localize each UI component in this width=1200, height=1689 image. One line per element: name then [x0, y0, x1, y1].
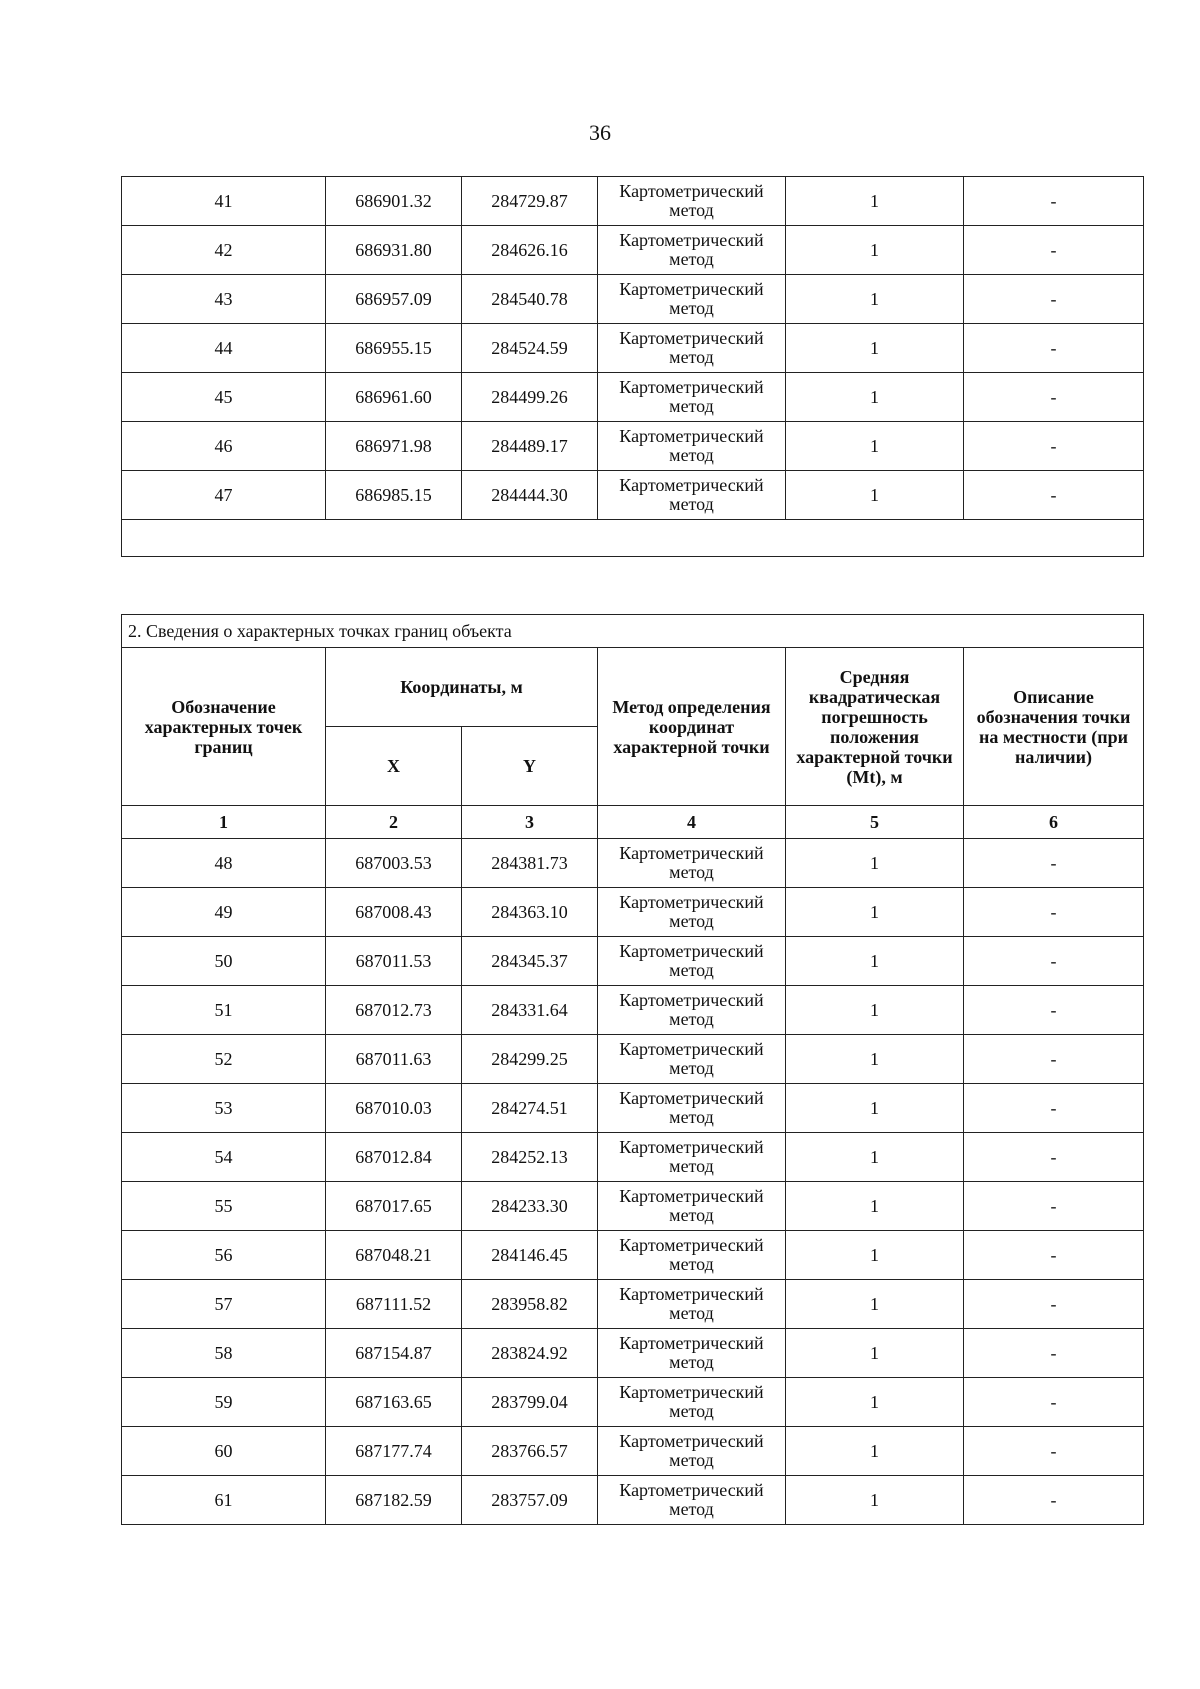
- point-cell: 50: [122, 937, 326, 986]
- method-cell: [598, 986, 786, 1035]
- x-cell: 687008.43: [326, 888, 462, 937]
- method-line-2: метод: [669, 1107, 714, 1127]
- method-cell: [598, 1084, 786, 1133]
- point-cell: 41: [122, 177, 326, 226]
- method-cell: [598, 1231, 786, 1280]
- method-line-1: Картометрический: [619, 1186, 764, 1206]
- method-line-2: метод: [669, 1156, 714, 1176]
- y-cell: 284444.30: [462, 471, 598, 520]
- header-y: Y: [462, 727, 598, 806]
- y-cell: 283958.82: [462, 1280, 598, 1329]
- table-row: [122, 1329, 1144, 1378]
- empty-row: [122, 520, 1144, 557]
- description-cell: -: [964, 1084, 1144, 1133]
- mt-cell: 1: [786, 937, 964, 986]
- header-row-1: [122, 648, 1144, 727]
- method-line-1: Картометрический: [619, 181, 764, 201]
- y-cell: 284499.26: [462, 373, 598, 422]
- column-number-6: 6: [964, 806, 1144, 839]
- y-cell: 283799.04: [462, 1378, 598, 1427]
- method-line-2: метод: [669, 1499, 714, 1519]
- method-cell: [598, 471, 786, 520]
- method-line-2: метод: [669, 1450, 714, 1470]
- x-cell: 686901.32: [326, 177, 462, 226]
- x-cell: 687177.74: [326, 1427, 462, 1476]
- method-line-2: метод: [669, 347, 714, 367]
- method-cell: [598, 839, 786, 888]
- point-cell: 49: [122, 888, 326, 937]
- method-line-2: метод: [669, 396, 714, 416]
- page-number: 36: [589, 120, 611, 145]
- description-cell: -: [964, 937, 1144, 986]
- mt-cell: 1: [786, 1231, 964, 1280]
- mt-cell: 1: [786, 1476, 964, 1525]
- y-cell: 284252.13: [462, 1133, 598, 1182]
- points-table-continued: [121, 176, 1144, 557]
- method-line-2: метод: [669, 1254, 714, 1274]
- y-cell: 284299.25: [462, 1035, 598, 1084]
- x-cell: 686971.98: [326, 422, 462, 471]
- method-line-2: метод: [669, 1009, 714, 1029]
- method-line-1: Картометрический: [619, 1480, 764, 1500]
- points-table: [121, 614, 1144, 1525]
- description-cell: -: [964, 1133, 1144, 1182]
- method-cell: [598, 1280, 786, 1329]
- point-cell: 54: [122, 1133, 326, 1182]
- mt-cell: 1: [786, 1427, 964, 1476]
- method-line-2: метод: [669, 494, 714, 514]
- method-cell: [598, 275, 786, 324]
- y-cell: 284363.10: [462, 888, 598, 937]
- column-number-5: 5: [786, 806, 964, 839]
- x-cell: 686961.60: [326, 373, 462, 422]
- method-cell: [598, 373, 786, 422]
- description-cell: -: [964, 1329, 1144, 1378]
- point-cell: 58: [122, 1329, 326, 1378]
- point-cell: 51: [122, 986, 326, 1035]
- description-cell: -: [964, 177, 1144, 226]
- description-cell: -: [964, 986, 1144, 1035]
- mt-cell: 1: [786, 422, 964, 471]
- description-cell: -: [964, 1378, 1144, 1427]
- mt-cell: 1: [786, 839, 964, 888]
- method-line-2: метод: [669, 1303, 714, 1323]
- method-line-2: метод: [669, 1058, 714, 1078]
- method-cell: [598, 888, 786, 937]
- y-cell: 284729.87: [462, 177, 598, 226]
- x-cell: 686957.09: [326, 275, 462, 324]
- y-cell: 284233.30: [462, 1182, 598, 1231]
- method-line-1: Картометрический: [619, 230, 764, 250]
- method-line-2: метод: [669, 200, 714, 220]
- table-row: [122, 839, 1144, 888]
- table-row: [122, 1182, 1144, 1231]
- y-cell: 284146.45: [462, 1231, 598, 1280]
- table-row: [122, 1133, 1144, 1182]
- point-cell: 61: [122, 1476, 326, 1525]
- method-cell: [598, 1427, 786, 1476]
- mt-cell: 1: [786, 324, 964, 373]
- description-cell: -: [964, 471, 1144, 520]
- method-line-1: Картометрический: [619, 1284, 764, 1304]
- column-numbers-row: [122, 806, 1144, 839]
- table-row: [122, 888, 1144, 937]
- table-row: [122, 937, 1144, 986]
- table-row: [122, 324, 1144, 373]
- section-title: 2. Сведения о характерных точках границ объекта: [122, 615, 1144, 648]
- points-table-header: [122, 615, 1144, 839]
- method-cell: [598, 1329, 786, 1378]
- y-cell: 283824.92: [462, 1329, 598, 1378]
- point-cell: 59: [122, 1378, 326, 1427]
- mt-cell: 1: [786, 226, 964, 275]
- x-cell: 687111.52: [326, 1280, 462, 1329]
- y-cell: 284381.73: [462, 839, 598, 888]
- method-line-1: Картометрический: [619, 990, 764, 1010]
- header-x: X: [326, 727, 462, 806]
- point-cell: 45: [122, 373, 326, 422]
- point-cell: 52: [122, 1035, 326, 1084]
- description-cell: -: [964, 1231, 1144, 1280]
- column-number-2: 2: [326, 806, 462, 839]
- point-cell: 43: [122, 275, 326, 324]
- description-cell: -: [964, 1035, 1144, 1084]
- point-cell: 48: [122, 839, 326, 888]
- point-cell: 46: [122, 422, 326, 471]
- point-cell: 53: [122, 1084, 326, 1133]
- mt-cell: 1: [786, 888, 964, 937]
- method-cell: [598, 937, 786, 986]
- method-cell: [598, 1035, 786, 1084]
- method-line-1: Картометрический: [619, 279, 764, 299]
- column-number-4: 4: [598, 806, 786, 839]
- point-cell: 55: [122, 1182, 326, 1231]
- method-line-1: Картометрический: [619, 1039, 764, 1059]
- table-row: [122, 275, 1144, 324]
- method-cell: [598, 422, 786, 471]
- y-cell: 284274.51: [462, 1084, 598, 1133]
- method-line-1: Картометрический: [619, 1382, 764, 1402]
- y-cell: 283766.57: [462, 1427, 598, 1476]
- y-cell: 284489.17: [462, 422, 598, 471]
- method-cell: [598, 177, 786, 226]
- header-accuracy: Средняя квадратическая погрешность положения характерной точки (Mt), м: [786, 648, 964, 806]
- mt-cell: 1: [786, 1084, 964, 1133]
- x-cell: 687011.63: [326, 1035, 462, 1084]
- x-cell: 687017.65: [326, 1182, 462, 1231]
- point-cell: 57: [122, 1280, 326, 1329]
- mt-cell: 1: [786, 1035, 964, 1084]
- method-cell: [598, 226, 786, 275]
- method-line-1: Картометрический: [619, 1088, 764, 1108]
- description-cell: -: [964, 1427, 1144, 1476]
- description-cell: -: [964, 839, 1144, 888]
- y-cell: 284540.78: [462, 275, 598, 324]
- description-cell: -: [964, 1182, 1144, 1231]
- method-line-2: метод: [669, 249, 714, 269]
- y-cell: 284626.16: [462, 226, 598, 275]
- section-title-row: [122, 615, 1144, 648]
- x-cell: 686985.15: [326, 471, 462, 520]
- method-line-1: Картометрический: [619, 475, 764, 495]
- method-line-2: метод: [669, 862, 714, 882]
- method-line-1: Картометрический: [619, 328, 764, 348]
- mt-cell: 1: [786, 1280, 964, 1329]
- point-cell: 56: [122, 1231, 326, 1280]
- method-line-1: Картометрический: [619, 892, 764, 912]
- table-row: [122, 422, 1144, 471]
- x-cell: 687012.84: [326, 1133, 462, 1182]
- mt-cell: 1: [786, 1182, 964, 1231]
- header-method: Метод определения координат характерной точки: [598, 648, 786, 806]
- mt-cell: 1: [786, 1133, 964, 1182]
- column-number-3: 3: [462, 806, 598, 839]
- point-cell: 42: [122, 226, 326, 275]
- table-row: [122, 986, 1144, 1035]
- method-cell: [598, 1476, 786, 1525]
- header-coordinates: Координаты, м: [326, 648, 598, 727]
- point-cell: 60: [122, 1427, 326, 1476]
- method-line-2: метод: [669, 445, 714, 465]
- method-line-1: Картометрический: [619, 377, 764, 397]
- method-line-1: Картометрический: [619, 1137, 764, 1157]
- mt-cell: 1: [786, 1378, 964, 1427]
- header-designation: Обозначение характерных точек границ: [122, 648, 326, 806]
- description-cell: -: [964, 226, 1144, 275]
- x-cell: 687010.03: [326, 1084, 462, 1133]
- y-cell: 284331.64: [462, 986, 598, 1035]
- mt-cell: 1: [786, 471, 964, 520]
- point-cell: 47: [122, 471, 326, 520]
- description-cell: -: [964, 373, 1144, 422]
- point-cell: 44: [122, 324, 326, 373]
- table-row: [122, 1427, 1144, 1476]
- mt-cell: 1: [786, 986, 964, 1035]
- mt-cell: 1: [786, 275, 964, 324]
- method-line-2: метод: [669, 1205, 714, 1225]
- table-row: [122, 1231, 1144, 1280]
- method-line-1: Картометрический: [619, 1333, 764, 1353]
- mt-cell: 1: [786, 177, 964, 226]
- method-cell: [598, 1182, 786, 1231]
- x-cell: 687003.53: [326, 839, 462, 888]
- x-cell: 687048.21: [326, 1231, 462, 1280]
- description-cell: -: [964, 275, 1144, 324]
- mt-cell: 1: [786, 373, 964, 422]
- x-cell: 687154.87: [326, 1329, 462, 1378]
- method-line-2: метод: [669, 298, 714, 318]
- description-cell: -: [964, 1476, 1144, 1525]
- method-cell: [598, 1133, 786, 1182]
- y-cell: 284345.37: [462, 937, 598, 986]
- table-row: [122, 1378, 1144, 1427]
- method-line-1: Картометрический: [619, 941, 764, 961]
- x-cell: 686931.80: [326, 226, 462, 275]
- table-row: [122, 1476, 1144, 1525]
- table-row: [122, 1035, 1144, 1084]
- description-cell: -: [964, 324, 1144, 373]
- description-cell: -: [964, 422, 1144, 471]
- points-table-continued-body: [122, 177, 1144, 557]
- method-line-1: Картометрический: [619, 1431, 764, 1451]
- table-row: [122, 373, 1144, 422]
- table-row: [122, 1280, 1144, 1329]
- x-cell: 687012.73: [326, 986, 462, 1035]
- method-line-2: метод: [669, 1352, 714, 1372]
- x-cell: 687011.53: [326, 937, 462, 986]
- method-cell: [598, 324, 786, 373]
- method-line-2: метод: [669, 911, 714, 931]
- y-cell: 284524.59: [462, 324, 598, 373]
- header-description: Описание обозначения точки на местности (при наличии): [964, 648, 1144, 806]
- method-line-1: Картометрический: [619, 1235, 764, 1255]
- y-cell: 283757.09: [462, 1476, 598, 1525]
- mt-cell: 1: [786, 1329, 964, 1378]
- method-line-1: Картометрический: [619, 426, 764, 446]
- x-cell: 687163.65: [326, 1378, 462, 1427]
- method-line-2: метод: [669, 960, 714, 980]
- description-cell: -: [964, 1280, 1144, 1329]
- x-cell: 687182.59: [326, 1476, 462, 1525]
- column-number-1: 1: [122, 806, 326, 839]
- method-line-2: метод: [669, 1401, 714, 1421]
- table-row: [122, 471, 1144, 520]
- table-row: [122, 226, 1144, 275]
- method-line-1: Картометрический: [619, 843, 764, 863]
- table-row: [122, 177, 1144, 226]
- points-table-body: [122, 839, 1144, 1525]
- table-row: [122, 1084, 1144, 1133]
- description-cell: -: [964, 888, 1144, 937]
- method-cell: [598, 1378, 786, 1427]
- empty-cell: [122, 520, 1144, 557]
- x-cell: 686955.15: [326, 324, 462, 373]
